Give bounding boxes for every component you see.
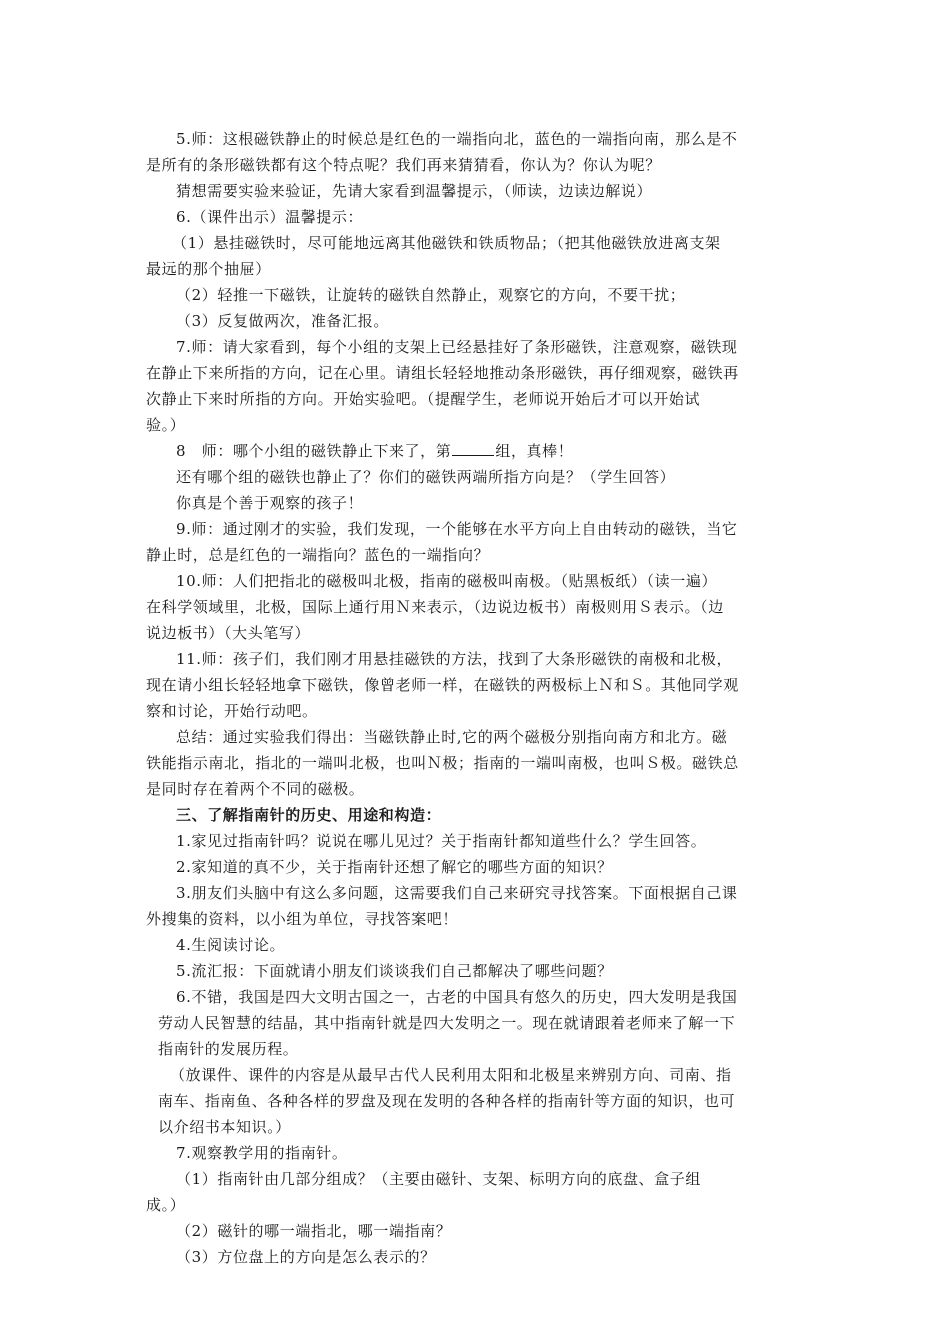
paragraph-line: 次静止下来时所指的方向。开始实验吧。（提醒学生，老师说开始后才可以开始试 <box>146 390 701 408</box>
paragraph-line: 5.流汇报：下面就请小朋友们谈谈我们自己都解决了哪些问题？ <box>176 962 613 980</box>
question-text-after-blank: 组，真棒！ <box>495 442 574 460</box>
paragraph-line: 3.朋友们头脑中有这么多问题，这需要我们自己来研究寻找答案。下面根据自己课 <box>176 884 738 902</box>
paragraph-line: 是同时存在着两个不同的磁极。 <box>146 780 365 798</box>
paragraph-line: 猜想需要实验来验证，先请大家看到温馨提示，（师读，边读边解说） <box>176 182 653 200</box>
paragraph-line: 在静止下来所指的方向，记在心里。请组长轻轻地推动条形磁铁，再仔细观察，磁铁再 <box>146 364 739 382</box>
paragraph-line: 6.（课件出示）温馨提示： <box>176 208 364 226</box>
paragraph-line: 7.师：请大家看到，每个小组的支架上已经悬挂好了条形磁铁，注意观察，磁铁现 <box>176 338 738 356</box>
paragraph-line: 指南针的发展历程。 <box>158 1040 299 1058</box>
paragraph-line: 4.生阅读讨论。 <box>176 936 286 954</box>
paragraph-line: 是所有的条形磁铁都有这个特点呢？我们再来猜猜看，你认为？你认为呢？ <box>146 156 661 174</box>
paragraph-line: （放课件、课件的内容是从最早古代人民利用太阳和北极星来辨别方向、司南、指 <box>170 1066 732 1084</box>
paragraph-line: （1）指南针由几部分组成？（主要由磁针、支架、标明方向的底盘、盒子组 <box>176 1170 701 1188</box>
paragraph-line: 还有哪个组的磁铁也静止了？你们的磁铁两端所指方向是？（学生回答） <box>176 468 676 486</box>
paragraph-line: 你真是个善于观察的孩子！ <box>176 494 364 512</box>
paragraph-line: 成。） <box>146 1196 186 1214</box>
paragraph-line <box>176 441 573 461</box>
paragraph-line: 1.家见过指南针吗？说说在哪儿见过？关于指南针都知道些什么？学生回答。 <box>176 832 707 850</box>
paragraph-line: 现在请小组长轻轻地拿下磁铁，像曾老师一样，在磁铁的两极标上Ｎ和Ｓ。其他同学观 <box>146 676 739 694</box>
question-text-before-blank: 8 师：哪个小组的磁铁静止下来了，第 <box>176 442 452 460</box>
paragraph-line: 2.家知道的真不少，关于指南针还想了解它的哪些方面的知识？ <box>176 858 613 876</box>
paragraph-line: 5.师：这根磁铁静止的时候总是红色的一端指向北，蓝色的一端指向南，那么是不 <box>176 130 738 148</box>
paragraph-line: 最远的那个抽屉） <box>146 260 271 278</box>
paragraph-line: （2）磁针的哪一端指北，哪一端指南？ <box>176 1222 452 1240</box>
paragraph-line: 外搜集的资料，以小组为单位，寻找答案吧！ <box>146 910 459 928</box>
paragraph-line: 察和讨论，开始行动吧。 <box>146 702 318 720</box>
paragraph-line: 说边板书）（大头笔写） <box>146 624 311 642</box>
paragraph-line: （1）悬挂磁铁时，尽可能地远离其他磁铁和铁质物品；（把其他磁铁放进离支架 <box>172 234 721 252</box>
paragraph-line: 在科学领域里，北极，国际上通行用Ｎ来表示，（边说边板书）南极则用Ｓ表示。（边 <box>146 598 724 616</box>
paragraph-line: 6.不错，我国是四大文明古国之一，古老的中国具有悠久的历史，四大发明是我国 <box>176 988 738 1006</box>
fill-in-blank <box>452 441 494 456</box>
paragraph-line: 以介绍书本知识。） <box>158 1118 291 1136</box>
paragraph-line: 南车、指南鱼、各种各样的罗盘及现在发明的各种各样的指南针等方面的知识，也可 <box>158 1092 736 1110</box>
paragraph-line: 总结：通过实验我们得出：当磁铁静止时,它的两个磁极分别指向南方和北方。磁 <box>176 728 728 746</box>
paragraph-line: 验。） <box>146 416 186 434</box>
paragraph-line: 10.师：人们把指北的磁极叫北极，指南的磁极叫南极。（贴黑板纸）（读一遍） <box>176 572 718 590</box>
paragraph-line: （3）反复做两次，准备汇报。 <box>176 312 389 330</box>
paragraph-line: 11.师：孩子们，我们刚才用悬挂磁铁的方法，找到了大条形磁铁的南极和北极， <box>176 650 733 668</box>
paragraph-line: （3）方位盘上的方向是怎么表示的？ <box>176 1248 436 1266</box>
paragraph-line: 劳动人民智慧的结晶，其中指南针就是四大发明之一。现在就请跟着老师来了解一下 <box>158 1014 736 1032</box>
paragraph-line: 铁能指示南北，指北的一端叫北极，也叫Ｎ极；指南的一端叫南极，也叫Ｓ极。磁铁总 <box>146 754 739 772</box>
paragraph-line: （2）轻推一下磁铁，让旋转的磁铁自然静止，观察它的方向，不要干扰； <box>176 286 686 304</box>
paragraph-line: 静止时，总是红色的一端指向？蓝色的一端指向？ <box>146 546 490 564</box>
section-heading: 三、了解指南针的历史、用途和构造： <box>176 806 442 824</box>
paragraph-line: 9.师：通过刚才的实验，我们发现，一个能够在水平方向上自由转动的磁铁，当它 <box>176 520 738 538</box>
paragraph-line: 7.观察教学用的指南针。 <box>176 1144 348 1162</box>
